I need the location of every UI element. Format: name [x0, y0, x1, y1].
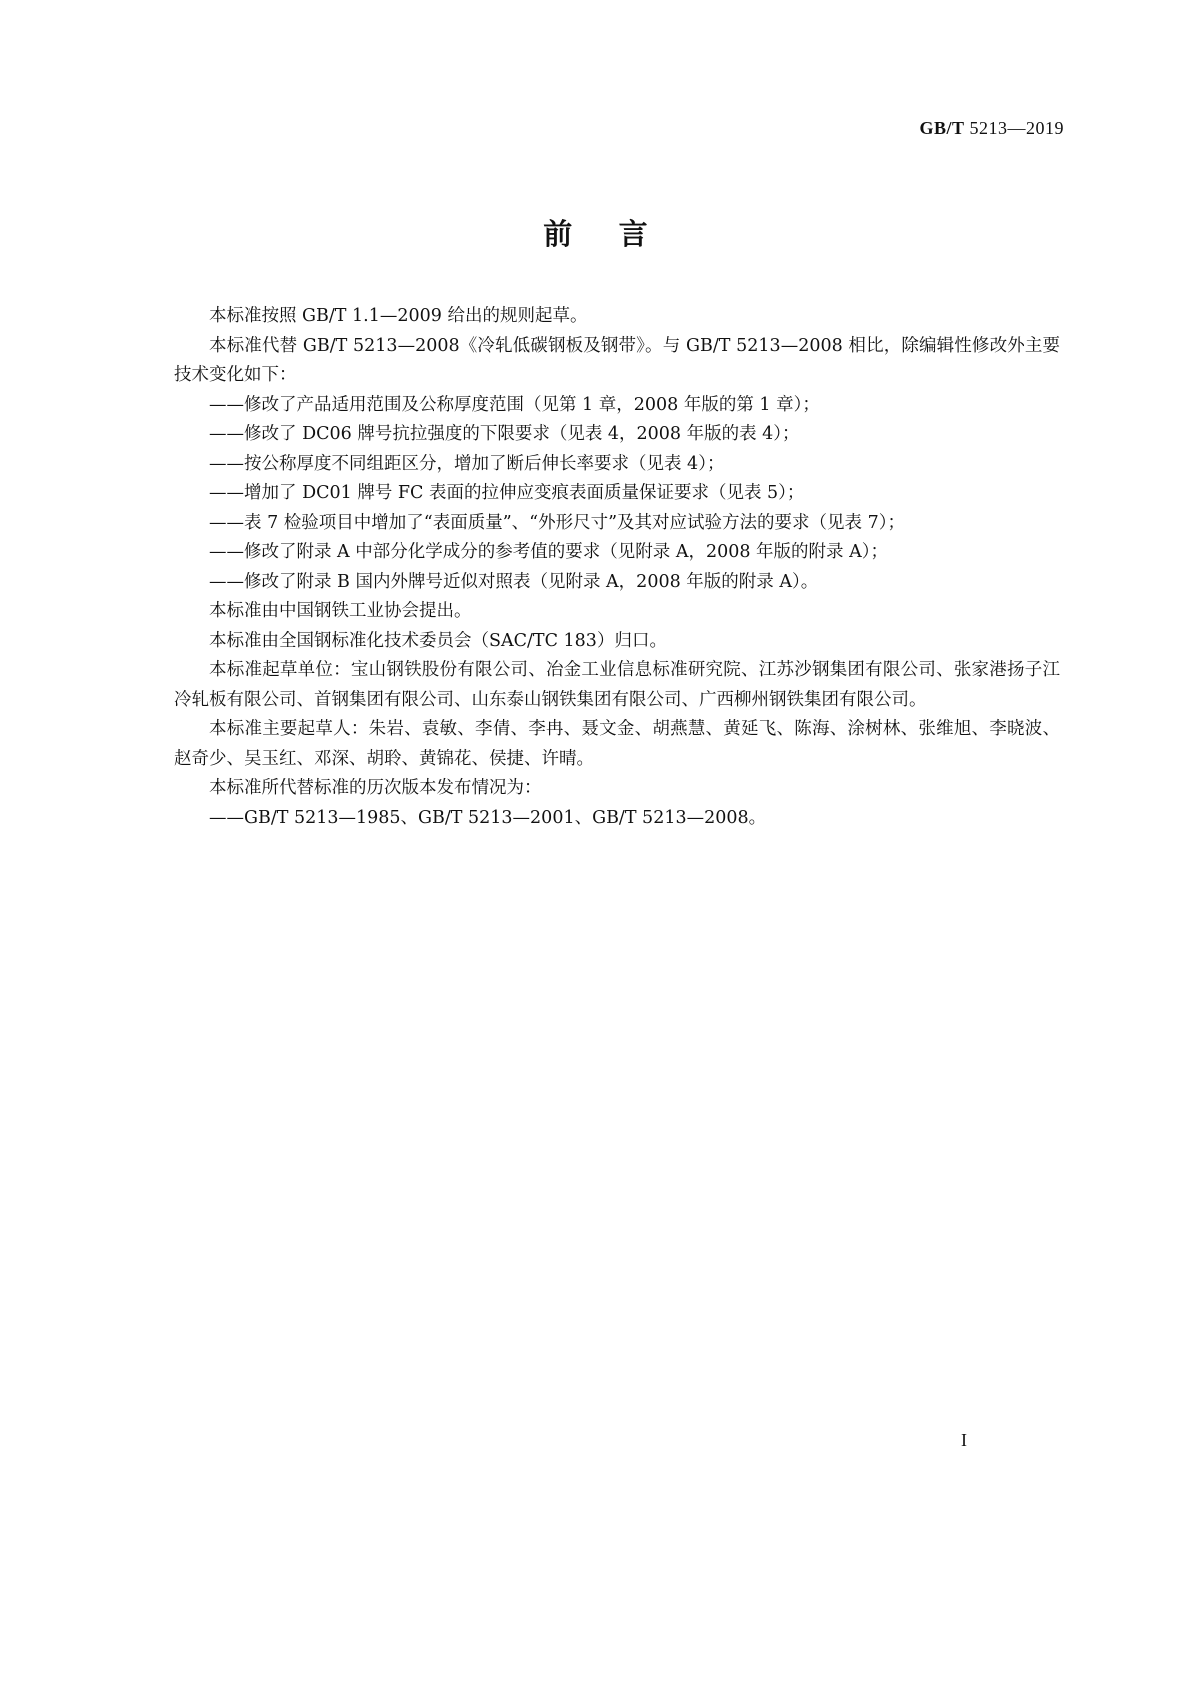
paragraph: 本标准按照 GB/T 1.1—2009 给出的规则起草。: [209, 306, 588, 326]
standard-prefix: GB/T: [919, 118, 965, 138]
drafters: 本标准主要起草人：朱岩、袁敏、李倩、李冉、聂文金、胡燕慧、黄延飞、陈海、涂树林、张维旭、李晓波、赵奇少、吴玉红、邓深、胡聆、黄锦花、侯捷、许晴。: [174, 719, 1060, 769]
paragraph: 本标准由中国钢铁工业协会提出。: [209, 601, 472, 621]
version-history-item: ——GB/T 5213—1985、GB/T 5213—2001、GB/T 5213—2008。: [209, 807, 767, 828]
standard-code: [919, 118, 1064, 139]
change-list-item: ——修改了附录 B 国内外牌号近似对照表（见附录 A，2008 年版的附录 A）。: [209, 571, 819, 592]
paragraph: 本标准所代替标准的历次版本发布情况为：: [209, 778, 542, 798]
page-title: 前言: [543, 217, 695, 251]
drafting-units: 本标准起草单位：宝山钢铁股份有限公司、冶金工业信息标准研究院、江苏沙钢集团有限公司、张家港扬子江冷轧板有限公司、首钢集团有限公司、山东泰山钢铁集团有限公司、广西柳州钢铁集团有限公司。: [174, 660, 1060, 710]
change-list-item: ——表 7 检验项目中增加了“表面质量”、“外形尺寸”及其对应试验方法的要求（见表 7）；: [209, 512, 905, 533]
change-list-item: ——修改了附录 A 中部分化学成分的参考值的要求（见附录 A，2008 年版的附录 A）；: [209, 542, 889, 562]
paragraph: 本标准由全国钢标准化技术委员会（SAC/TC 183）归口。: [209, 630, 667, 651]
change-list-item: ——修改了 DC06 牌号抗拉强度的下限要求（见表 4，2008 年版的表 4）；: [209, 424, 800, 444]
page-number: I: [961, 1430, 967, 1450]
change-list-item: ——增加了 DC01 牌号 FC 表面的拉伸应变痕表面质量保证要求（见表 5）；: [209, 483, 805, 503]
change-list-item: ——按公称厚度不同组距区分，增加了断后伸长率要求（见表 4）；: [209, 453, 725, 474]
paragraph: 本标准代替 GB/T 5213—2008《冷轧低碳钢板及钢带》。与 GB/T 5213—2008 相比，除编辑性修改外主要技术变化如下：: [174, 335, 1060, 385]
preface-body: [174, 302, 1060, 833]
standard-number: 5213—2019: [969, 118, 1064, 138]
change-list-item: ——修改了产品适用范围及公称厚度范围（见第 1 章，2008 年版的第 1 章）；: [209, 394, 820, 415]
